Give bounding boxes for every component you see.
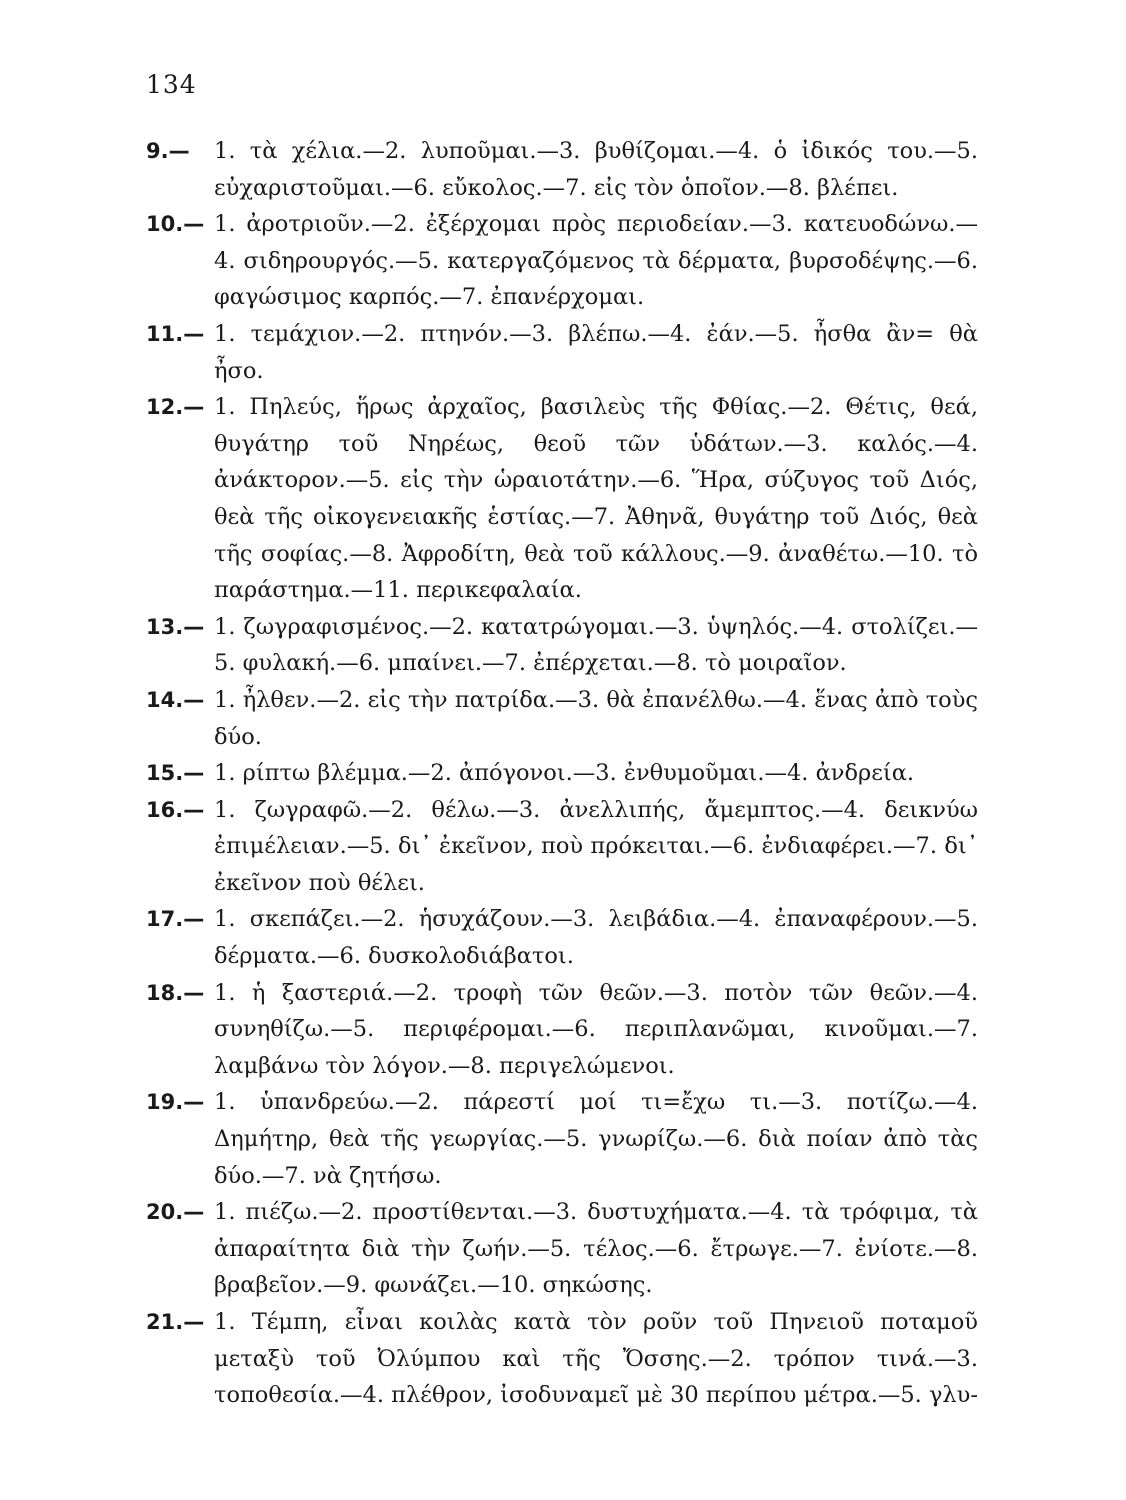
page-number: 134 [146,70,197,99]
entry-text: 1. Πηλεύς, ἥρως ἀρχαῖος, βασιλεὺς τῆς Φθίας.—2. Θέτις, θεά, θυγάτηρ τοῦ Νηρέως, θεοῦ τῶν ὑδάτων.—3. καλός.—4. ἀνάκτορον.—5. εἰς τὴν ὡραιοτάτην.—6. Ἥρα, σύζυγος τοῦ Διός, θεὰ τῆς οἰκογενειακῆς ἑστίας.—7. Ἀθηνᾶ, θυγάτηρ τοῦ Διός, θεὰ τῆς σοφίας.—8. Ἀφροδίτη, θεὰ τοῦ κάλλους.—9. ἀναθέτω.—10. τὸ παράστημα.—11. περικεφαλαία. [214,394,978,604]
entry-text: 1. ὑπανδρεύω.—2. πάρεστί μοί τι=ἔχω τι.—3. ποτίζω.—4. Δημήτηρ, θεὰ τῆς γεωργίας.—5. γνωρίζω.—6. διὰ ποίαν ἀπὸ τὰς δύο.—7. νὰ ζητήσω. [214,1089,978,1189]
answer-entry-15 [146,755,978,792]
entry-text: 1. ρίπτω βλέμμα.—2. ἀπόγονοι.—3. ἐνθυμοῦμαι.—4. ἀνδρεία. [214,760,915,787]
entry-text: 1. ἡ ξαστεριά.—2. τροφὴ τῶν θεῶν.—3. ποτὸν τῶν θεῶν.—4. συνηθίζω.—5. περιφέρομαι.—6. περιπλανῶμαι, κινοῦμαι.—7. λαμβάνω τὸν λόγον.—8. περιγελώμενοι. [214,979,978,1079]
entry-text: 1. τὰ χέλια.—2. λυποῦμαι.—3. βυθίζομαι.—4. ὁ ἰδικός του.—5. εὐχαριστοῦμαι.—6. εὔκολος.—7. εἰς τὸν ὁποῖον.—8. βλέπει. [214,138,978,201]
entry-text: 1. πιέζω.—2. προστίθενται.—3. δυστυχήματα.—4. τὰ τρόφιμα, τὰ ἀπαραίτητα διὰ τὴν ζωήν.—5. τέλος.—6. ἔτρωγε.—7. ἐνίοτε.—8. βραβεῖον.—9. φωνάζει.—10. σηκώσης. [214,1199,978,1299]
entry-text: 1. ἦλθεν.—2. εἰς τὴν πατρίδα.—3. θὰ ἐπανέλθω.—4. ἕνας ἀπὸ τοὺς δύο. [214,686,978,750]
entry-number: 13.— [146,614,205,639]
entry-number: 12.— [146,395,205,420]
answer-entry-11 [146,316,978,389]
entry-text: 1. τεμάχιον.—2. πτηνόν.—3. βλέπω.—4. ἐάν.—5. ἦσθα ἂν= θὰ ἦσο. [214,320,978,384]
entry-number: 19.— [146,1090,205,1115]
answer-entry-16 [146,792,978,902]
answer-key-list [146,133,978,1414]
entry-number: 20.— [146,1200,205,1225]
entry-text: 1. σκεπάζει.—2. ἡσυχάζουν.—3. λειβάδια.—4. ἐπαναφέρουν.—5. δέρματα.—6. δυσκολοδιάβατοι. [214,906,978,970]
entry-number: 10.— [146,212,205,237]
answer-entry-19 [146,1084,978,1194]
entry-number: 17.— [146,907,205,932]
entry-number: 18.— [146,980,205,1005]
answer-entry-10 [146,206,978,316]
entry-text: 1. ζωγραφισμένος.—2. κατατρώγομαι.—3. ὑψηλός.—4. στολίζει.—5. φυλακή.—6. μπαίνει.—7. ἐπέρχεται.—8. τὸ μοιραῖον. [214,613,978,677]
answer-entry-12 [146,389,978,609]
answer-entry-21 [146,1304,978,1414]
entry-text: 1. ἀροτριοῦν.—2. ἐξέρχομαι πρὸς περιοδείαν.—3. κατευοδώνω.—4. σιδηρουργός.—5. κατεργαζόμενος τὰ δέρματα, βυρσοδέψης.—6. φαγώσιμος καρπός.—7. ἐπανέρχομαι. [214,211,978,311]
entry-text: 1. ζωγραφῶ.—2. θέλω.—3. ἀνελλιπής, ἄμεμπτος.—4. δεικνύω ἐπιμέλειαν.—5. δι᾿ ἐκεῖνον, ποὺ πρόκειται.—6. ἐνδιαφέρει.—7. δι᾿ ἐκεῖνον ποὺ θέλει. [214,796,978,896]
entry-number: 9.— [146,139,190,163]
entry-number: 11.— [146,321,205,346]
answer-entry-17 [146,901,978,974]
answer-entry-9 [146,133,978,206]
answer-entry-18 [146,975,978,1085]
entry-number: 15.— [146,761,205,786]
entry-number: 16.— [146,797,205,822]
answer-entry-14 [146,682,978,755]
entry-text: 1. Τέμπη, εἶναι κοιλὰς κατὰ τὸν ροῦν τοῦ Πηνειοῦ ποταμοῦ μεταξὺ τοῦ Ὀλύμπου καὶ τῆς Ὄσσης.—2. τρόπον τινά.—3. τοποθεσία.—4. πλέθρον, ἰσοδυναμεῖ μὲ 30 περίπου μέτρα.—5. γλυ- [214,1309,978,1409]
answer-entry-13 [146,609,978,682]
entry-number: 14.— [146,687,205,712]
answer-entry-20 [146,1194,978,1304]
entry-number: 21.— [146,1310,205,1334]
